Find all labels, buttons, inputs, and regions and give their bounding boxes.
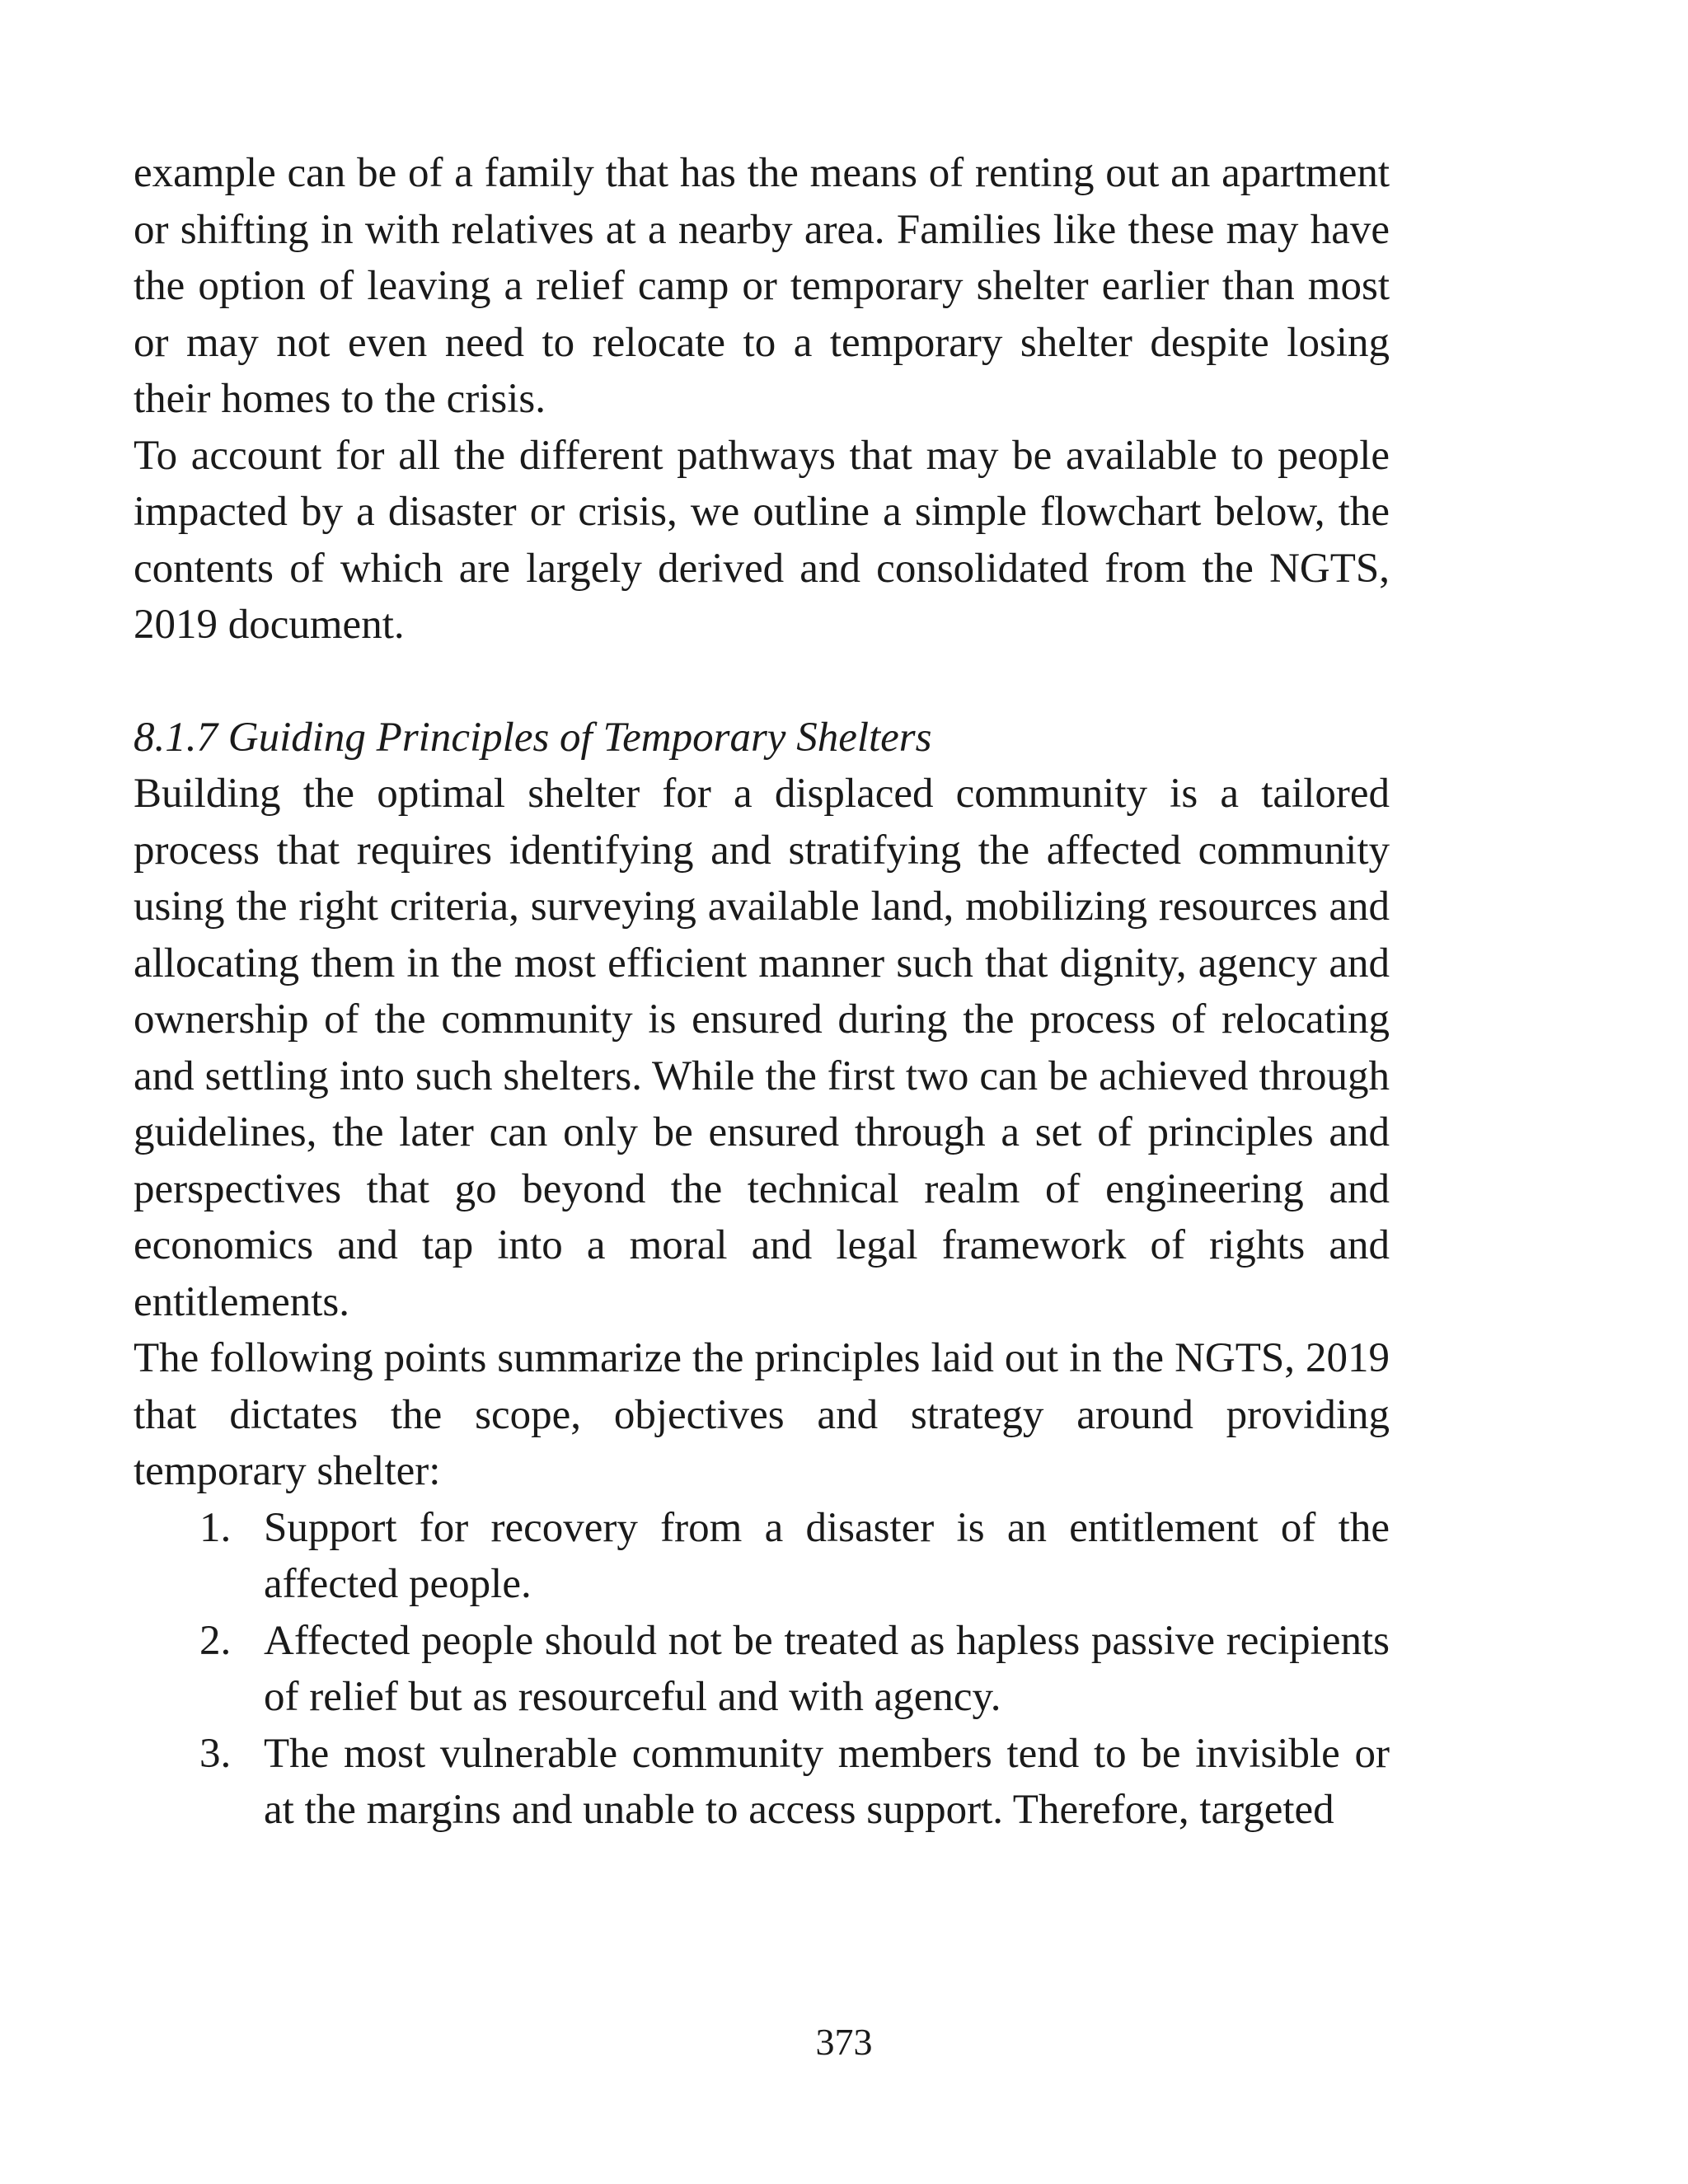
paragraph-principles-intro: The following points summarize the principles laid out in the NGTS, 2019 that dictates the scope, objectives and strategy around providing temporary shelter: xyxy=(134,1335,1390,1494)
page-number: 373 xyxy=(815,2021,873,2063)
list-item xyxy=(134,1613,1390,1726)
page-body xyxy=(134,145,1390,1839)
list-item xyxy=(134,1500,1390,1613)
list-item-text: Affected people should not be treated as hapless passive recipients of relief but as resourceful and with agency. xyxy=(264,1617,1390,1720)
paragraph-pathways: To account for all the different pathways that may be available to people impacted by a disaster or crisis, we outline a simple flowchart below, the contents of which are largely derived and consolidated from the NGTS, 2019 document. xyxy=(134,432,1390,648)
list-item-number: 3. xyxy=(199,1730,232,1777)
principles-list xyxy=(134,1500,1390,1839)
paragraph-family-example: example can be of a family that has the means of renting out an apartment or shifting in with relatives at a nearby area. Families like these may have the option of leaving a relief camp or temporary shelter earlier than most or may not even need to relocate to a temporary shelter despite losing their homes to the crisis. xyxy=(134,150,1390,422)
list-item-number: 2. xyxy=(199,1617,232,1664)
list-item-text: The most vulnerable community members tend to be invisible or at the margins and unable to access support. Therefore, targeted xyxy=(264,1730,1390,1833)
list-item-number: 1. xyxy=(199,1504,232,1551)
section-heading: 8.1.7 Guiding Principles of Temporary Shelters xyxy=(134,714,932,761)
list-item-text: Support for recovery from a disaster is an entitlement of the affected people. xyxy=(264,1504,1390,1607)
paragraph-optimal-shelter: Building the optimal shelter for a displaced community is a tailored process that requires identifying and stratifying the affected community using the right criteria, surveying available land, mobilizing resources and allocating them in the most efficient manner such that dignity, agency and ownership of the community is ensured during the process of relocating and settling into such shelters. While the first two can be achieved through guidelines, the later can only be ensured through a set of principles and perspectives that go beyond the technical realm of engineering and economics and tap into a moral and legal framework of rights and entitlements. xyxy=(134,771,1390,1325)
list-item xyxy=(134,1726,1390,1839)
